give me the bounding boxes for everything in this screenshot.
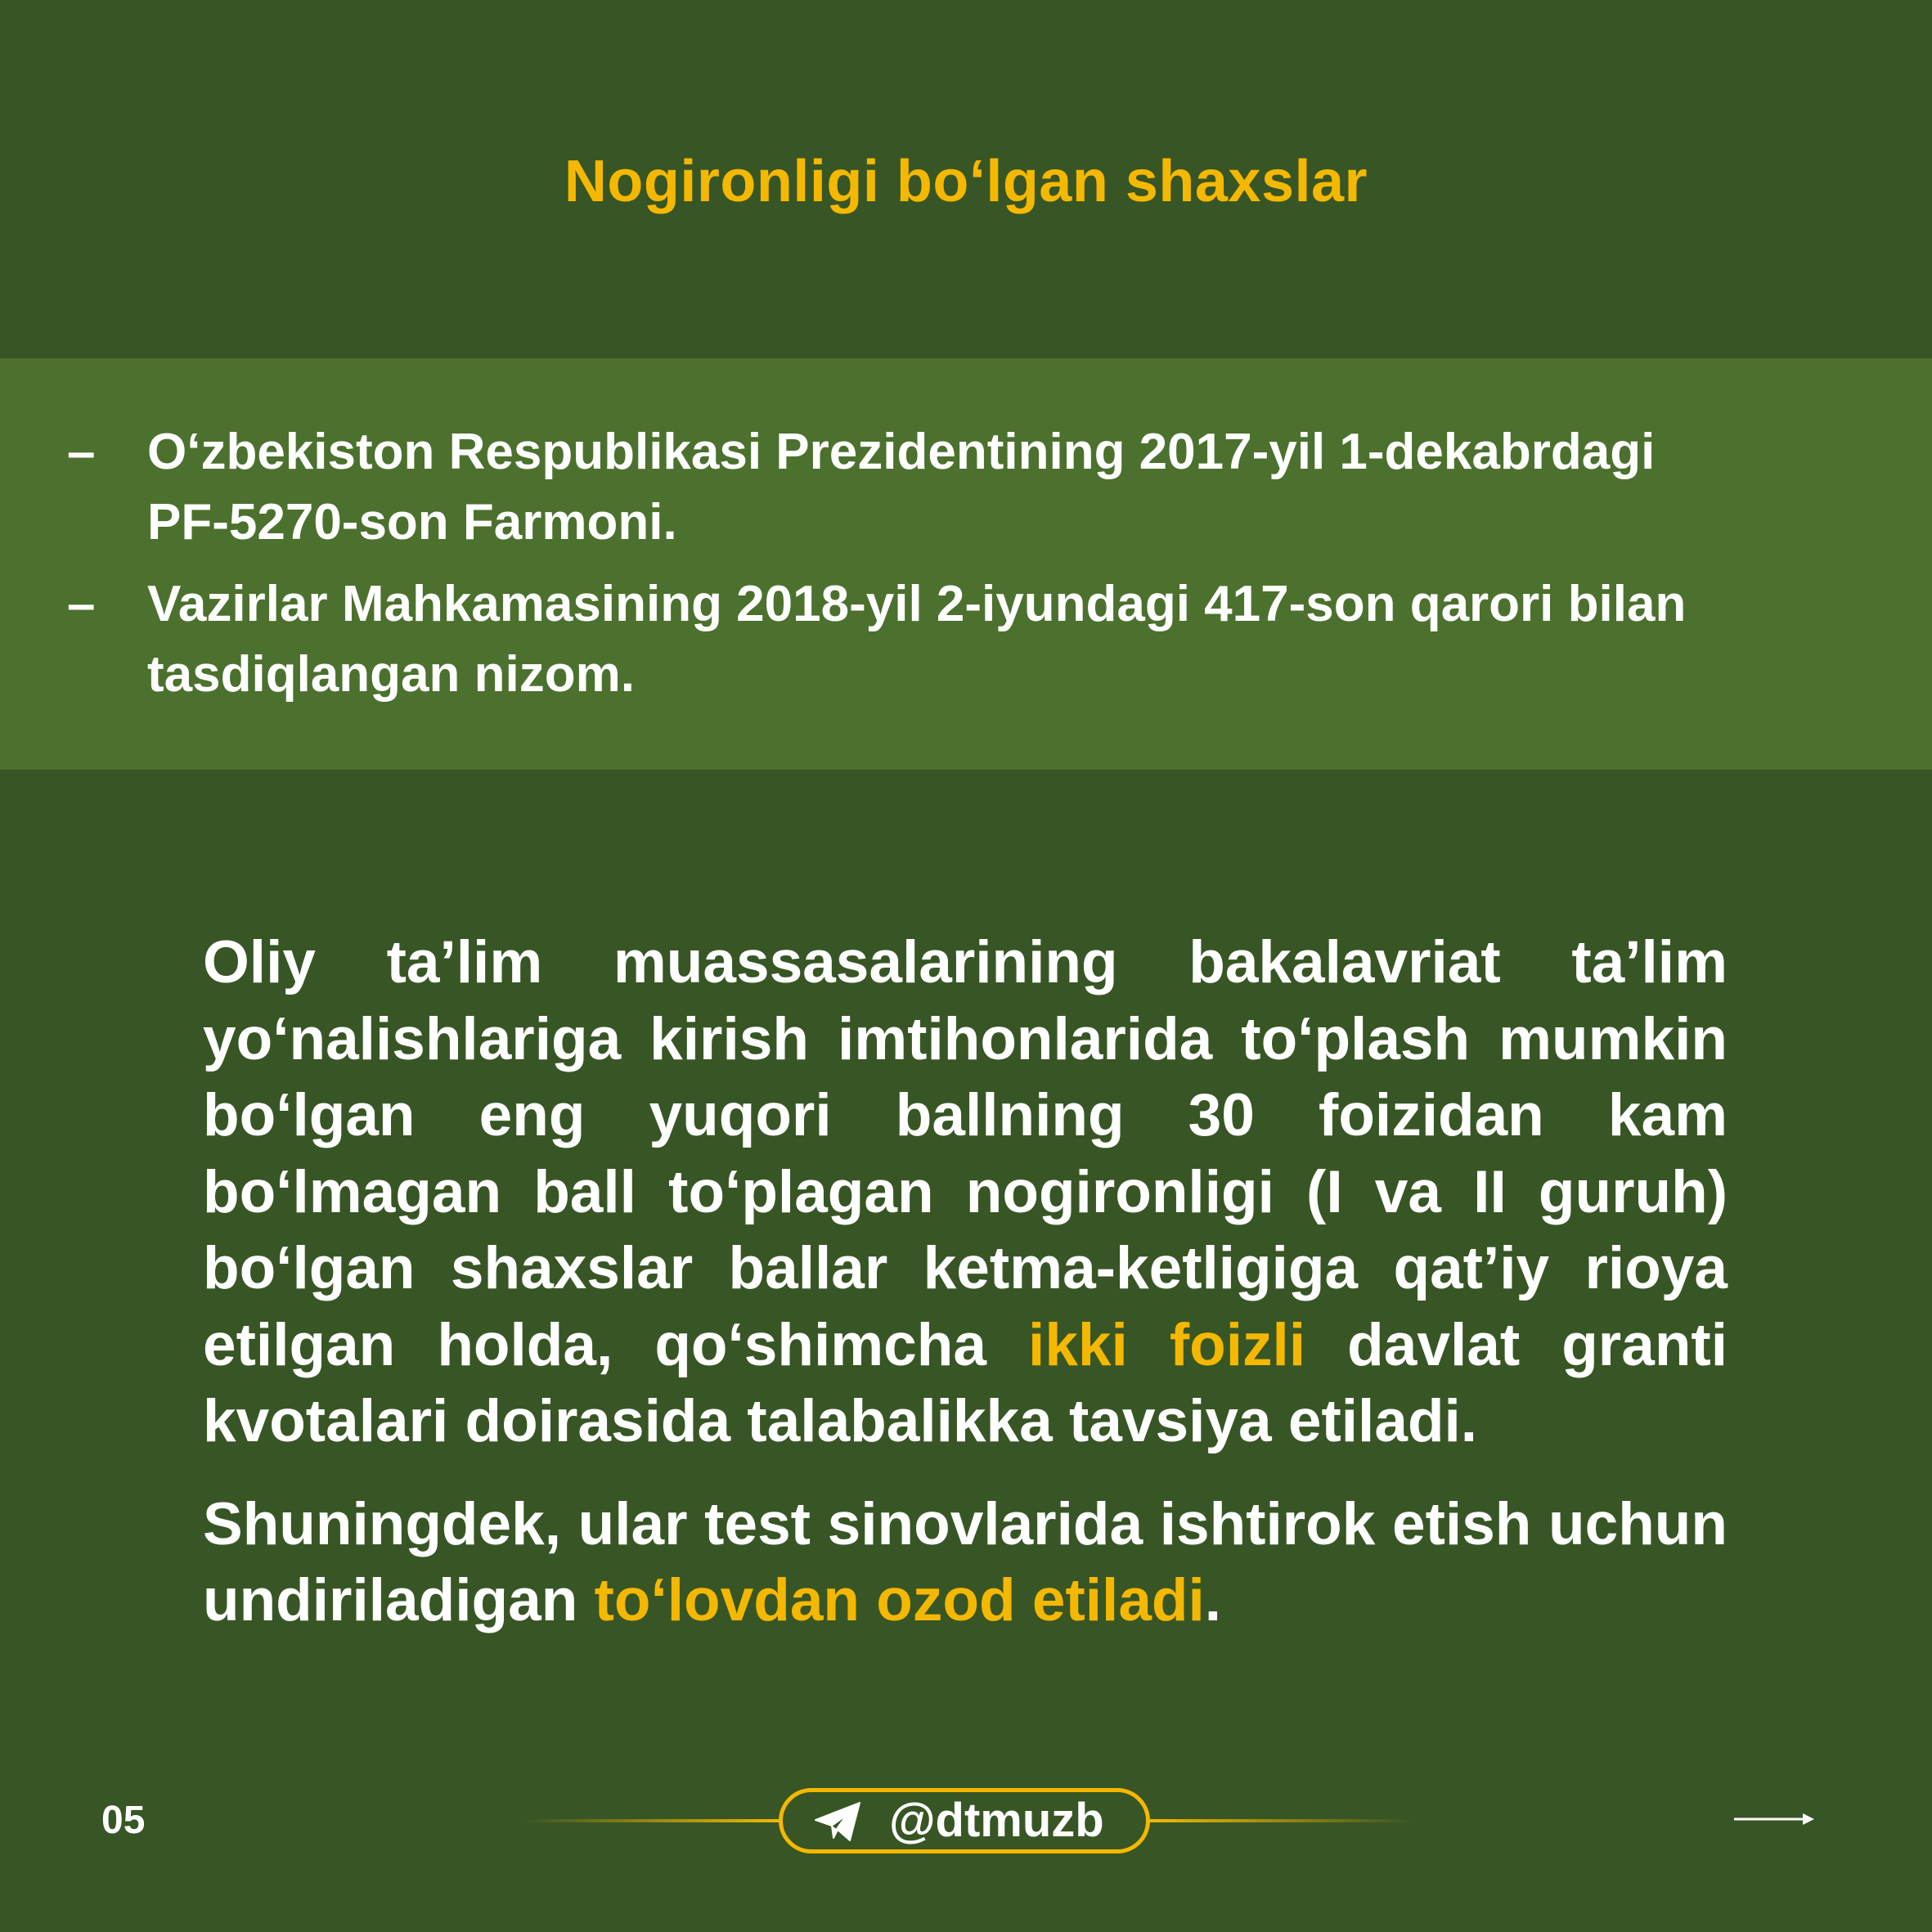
paragraph-text: davlat granti kvotalari doirasida talabalikka tavsiya etiladi. xyxy=(203,1311,1728,1454)
highlight-text: ikki foizli xyxy=(1028,1311,1306,1378)
arrow-right-icon[interactable] xyxy=(1734,1809,1816,1829)
telegram-handle-link[interactable] xyxy=(779,1788,1150,1853)
paragraph-text: . xyxy=(1204,1567,1222,1633)
paragraph-text: Shuningdek, ular test sinovlarida ishtirok etish uchun undiriladigan xyxy=(203,1490,1728,1633)
footer-divider-left xyxy=(523,1819,782,1822)
paragraph-fee xyxy=(203,1486,1728,1639)
reference-item xyxy=(0,569,1932,710)
reference-line: PF-5270-son Farmoni. xyxy=(147,494,677,550)
telegram-icon xyxy=(812,1800,863,1843)
footer-divider-right xyxy=(1150,1819,1412,1822)
reference-line: Vazirlar Mahkamasining 2018-yil 2-iyundagi 417-son qarori bilan xyxy=(147,576,1687,632)
list-dash: – xyxy=(67,576,96,632)
references-list xyxy=(0,417,1932,721)
reference-item xyxy=(0,417,1932,558)
highlight-text: to‘lovdan ozod etiladi xyxy=(594,1567,1205,1633)
paragraph-text: Oliy ta’lim muassasalarining bakalavriat ta’lim yo‘nalishlariga kirish imtihonlarida to‘plash mumkin bo‘lgan eng yuqori ballning 30 foizidan kam bo‘lmagan ball to‘plagan nogironligi (I va II guruh) bo‘lgan shaxslar ballar ketma-ketligiga qat’iy rioya etilgan holda, qo‘shimcha xyxy=(203,929,1728,1378)
list-dash: – xyxy=(67,424,96,480)
handle-text: @dtmuzb xyxy=(889,1794,1104,1847)
paragraph-quota xyxy=(203,924,1728,1460)
page-number: 05 xyxy=(101,1799,146,1842)
reference-line: O‘zbekiston Respublikasi Prezidentining 2017-yil 1-dekabrdagi xyxy=(147,424,1656,480)
main-text xyxy=(203,924,1728,1639)
page-title: Nogironligi bo‘lgan shaxslar xyxy=(564,149,1368,214)
reference-line: tasdiqlangan nizom. xyxy=(147,646,635,703)
